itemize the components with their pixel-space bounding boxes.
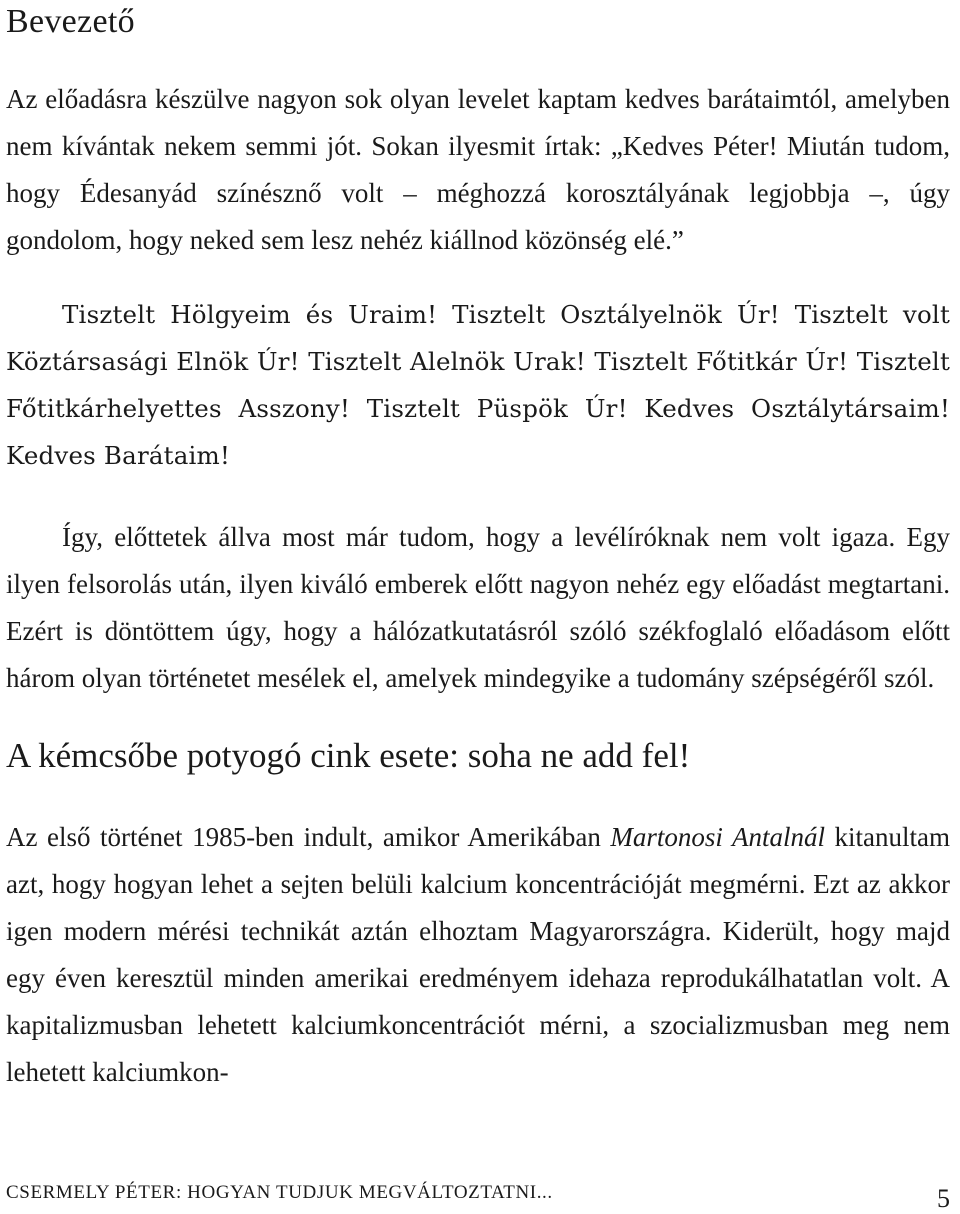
first-story-text-start: Az első történet 1985-ben indult, amikor Amerikában	[6, 822, 611, 852]
person-name: Martonosi Antalnál	[610, 822, 825, 852]
page-number: 5	[937, 1184, 950, 1213]
salutation-paragraph: Tisztelt Hölgyeim és Uraim! Tisztelt Osztályelnök Úr! Tisztelt volt Köztársasági Elnök Úr! Tisztelt Alelnök Urak! Tisztelt Főtitkár Úr! Tisztelt Főtitkárhelyettes Asszony! Tisztelt Püspök Úr! Kedves Osztálytársaim! Kedves Barátaim!	[6, 300, 950, 470]
opening-paragraph: Így, előttetek állva most már tudom, hogy a levélíróknak nem volt igaza. Egy ilyen felsorolás után, ilyen kiváló emberek előtt nagyon nehéz egy előadást megtartani. Ezért is döntöttem úgy, hogy a hálózatkutatásról szóló székfoglaló előadásom előtt három olyan történetet mesélek el, amelyek mindegyike a tudomány szépségéről szól.	[6, 522, 950, 693]
intro-paragraph: Az előadásra készülve nagyon sok olyan levelet kaptam kedves barátaimtól, amelyben nem kívántak nekem semmi jót. Sokan ilyesmit írtak: „Kedves Péter! Miután tudom, hogy Édesanyád színésznő volt – méghozzá korosztályának legjobbja –, úgy gondolom, hogy neked sem lesz nehéz kiállnod közönség elé.”	[6, 84, 950, 255]
section-heading: A kémcsőbe potyogó cink esete: soha ne add fel!	[6, 736, 691, 775]
first-story-text-end: kitanultam azt, hogy hogyan lehet a sejten belüli kalcium koncentrációját megmérni. Ezt az akkor igen modern mérési technikát aztán elhoztam Magyarországra. Kiderült, hogy majd egy éven keresztül minden amerikai eredményem idehaza reprodukálhatatlan volt. A kapitalizmusban lehetett kalciumkoncentrációt mérni, a szocializmusban meg nem lehetett kalciumkon-	[6, 822, 950, 1087]
chapter-heading: Bevezető	[6, 3, 135, 40]
running-title: CSERMELY PÉTER: HOGYAN TUDJUK MEGVÁLTOZTATNI...	[6, 1182, 553, 1203]
page-footer	[6, 1172, 950, 1212]
first-story-paragraph	[6, 814, 950, 1096]
